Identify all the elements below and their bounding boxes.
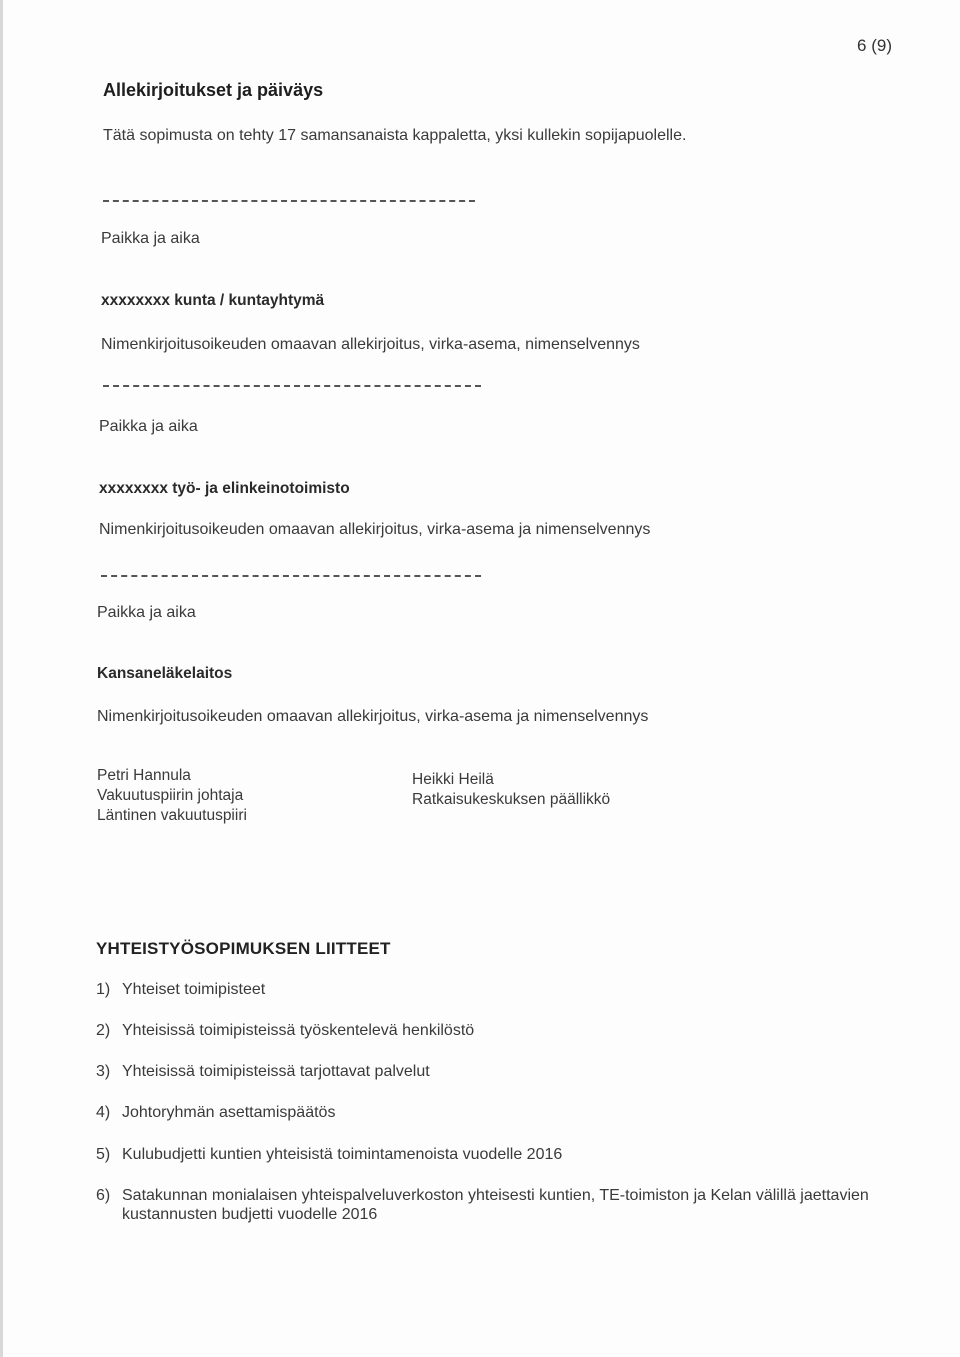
appendix-item-number: 2) — [96, 1022, 111, 1039]
appendix-item-number: 1) — [96, 981, 111, 998]
appendix-item-text: Yhteiset toimipisteet — [122, 981, 266, 998]
party-name: xxxxxxxx työ- ja elinkeinotoimisto — [99, 480, 350, 497]
section-heading: Allekirjoitukset ja päiväys — [103, 80, 324, 100]
signature-line — [103, 200, 475, 202]
appendix-item — [96, 1104, 335, 1122]
appendix-item-text: Johtoryhmän asettamispäätös — [122, 1104, 336, 1121]
party-name: Kansaneläkelaitos — [97, 665, 233, 682]
appendix-title: YHTEISTYÖSOPIMUKSEN LIITTEET — [96, 939, 391, 958]
appendix-item — [96, 1186, 876, 1224]
appendix-item-number: 3) — [96, 1063, 111, 1080]
scan-edge — [0, 0, 3, 1357]
signatory-left — [97, 766, 247, 826]
page-number: 6 (9) — [857, 36, 892, 55]
intro-text: Tätä sopimusta on tehty 17 samansanaista kappaletta, yksi kullekin sopijapuolelle. — [103, 127, 687, 144]
appendix-item — [96, 1146, 562, 1164]
appendix-item-number: 6) — [96, 1187, 111, 1204]
appendix-item-text: Kulubudjetti kuntien yhteisistä toimintamenoista vuodelle 2016 — [122, 1146, 563, 1163]
signer-description: Nimenkirjoitusoikeuden omaavan allekirjoitus, virka-asema ja nimenselvennys — [99, 521, 651, 538]
appendix-item — [96, 1022, 474, 1040]
signer-description: Nimenkirjoitusoikeuden omaavan allekirjoitus, virka-asema, nimenselvennys — [101, 336, 640, 353]
signatory-unit: Läntinen vakuutuspiiri — [97, 807, 247, 824]
appendix-item — [96, 981, 265, 999]
party-name: xxxxxxxx kunta / kuntayhtymä — [101, 292, 325, 309]
signer-description: Nimenkirjoitusoikeuden omaavan allekirjoitus, virka-asema ja nimenselvennys — [97, 708, 649, 725]
place-date-label: Paikka ja aika — [97, 604, 196, 621]
signatory-name: Petri Hannula — [97, 767, 191, 784]
appendix-item-number: 4) — [96, 1104, 111, 1121]
appendix-item-number: 5) — [96, 1146, 111, 1163]
appendix-item-text: Yhteisissä toimipisteissä tarjottavat palvelut — [122, 1063, 430, 1080]
place-date-label: Paikka ja aika — [101, 230, 200, 247]
appendix-item-text: Yhteisissä toimipisteissä työskentelevä henkilöstö — [122, 1022, 475, 1039]
appendix-item-text: Satakunnan monialaisen yhteispalveluverkoston yhteisesti kuntien, TE-toimiston ja Kelan välillä jaettavien kustannusten budjetti vuodelle 2016 — [122, 1187, 869, 1223]
signatory-right — [412, 770, 610, 810]
signatory-title: Ratkaisukeskuksen päällikkö — [412, 791, 611, 808]
place-date-label: Paikka ja aika — [99, 418, 198, 435]
signatory-name: Heikki Heilä — [412, 771, 494, 788]
signatory-title: Vakuutuspiirin johtaja — [97, 787, 244, 804]
signature-line — [103, 385, 481, 387]
appendix-item — [96, 1063, 430, 1081]
signature-line — [101, 575, 481, 577]
